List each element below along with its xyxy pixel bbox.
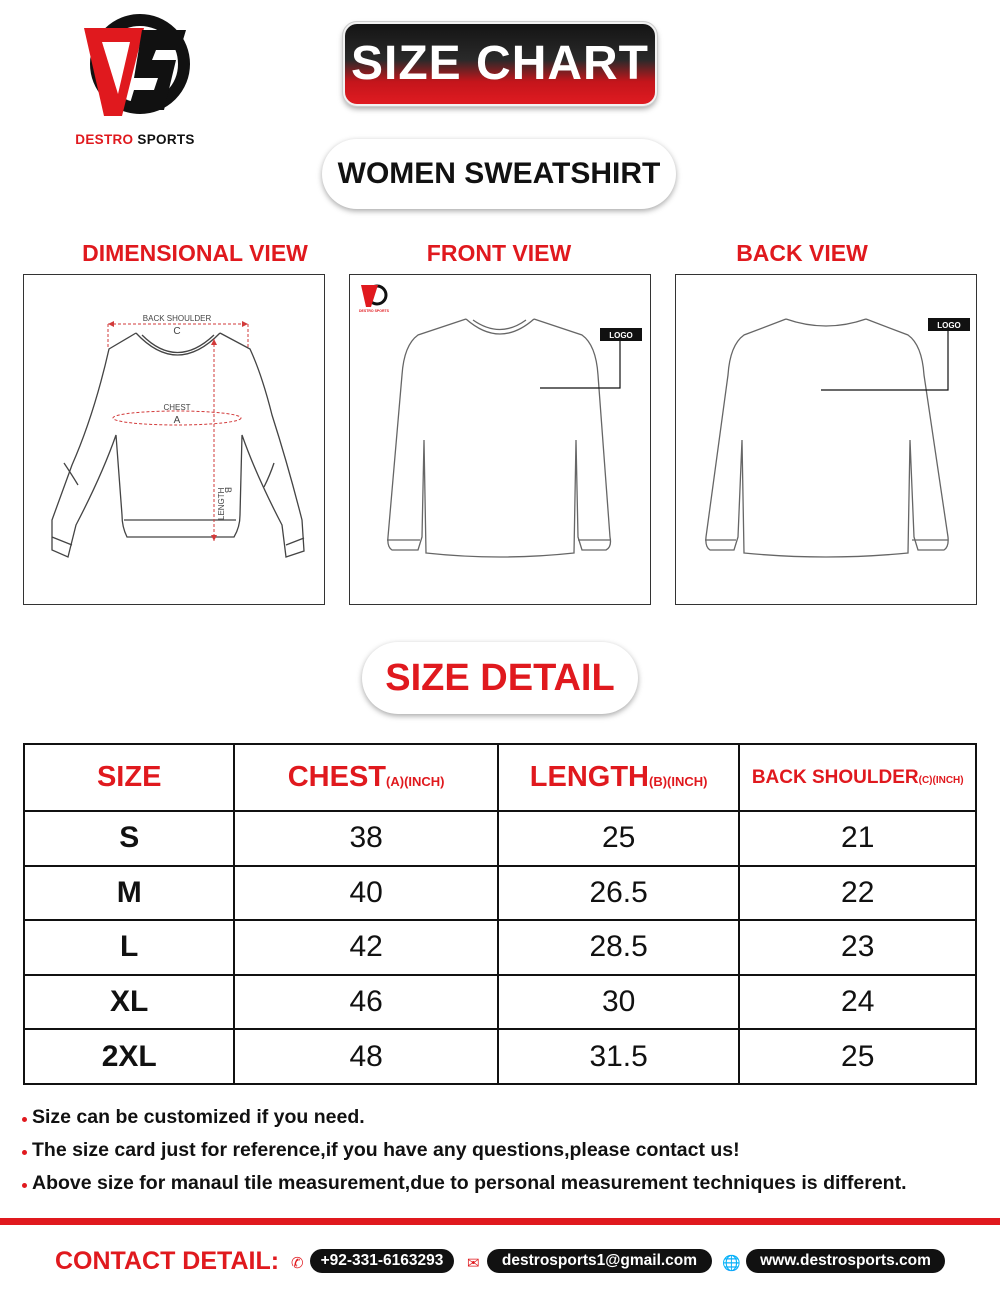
notes-list [22, 1106, 982, 1205]
size-detail-heading: SIZE DETAIL [362, 642, 638, 714]
back-view-panel [675, 274, 977, 605]
page-title: SIZE CHART [351, 37, 649, 90]
label-b: B [223, 487, 233, 494]
header-chest: CHEST(A)(INCH) [234, 744, 497, 811]
title-banner [343, 22, 657, 106]
header-size: SIZE [24, 744, 234, 811]
size-cell: L [24, 920, 234, 975]
chest-cell: 40 [234, 866, 497, 921]
mail-icon: ✉ [467, 1255, 480, 1272]
brand-name: DESTRO SPORTS [75, 132, 195, 147]
note-item: Above size for manaul tile measurement,due to personal measurement techniques is different. [22, 1172, 982, 1205]
front-view-panel [349, 274, 651, 605]
length-cell: 31.5 [498, 1029, 740, 1084]
chest-cell: 46 [234, 975, 497, 1030]
length-cell: 25 [498, 811, 740, 866]
website-link[interactable]: www.destrosports.com [746, 1249, 945, 1273]
note-item: Size can be customized if you need. [22, 1106, 982, 1139]
front-logo-tag: LOGO [609, 331, 633, 340]
size-table [23, 743, 977, 1085]
back-view-label: BACK VIEW [736, 240, 868, 266]
front-sweatshirt-diagram [350, 275, 650, 604]
label-a: A [173, 415, 181, 426]
length-cell: 30 [498, 975, 740, 1030]
label-c: C [173, 326, 181, 337]
length-cell: 26.5 [498, 866, 740, 921]
front-view-label: FRONT VIEW [426, 240, 572, 266]
ds-logo-mark [82, 14, 192, 129]
table-row [24, 811, 976, 866]
header-length: LENGTH(B)(INCH) [498, 744, 740, 811]
chest-cell: 48 [234, 1029, 497, 1084]
back-shoulder-cell: 25 [739, 1029, 976, 1084]
globe-icon: 🌐 [722, 1255, 741, 1272]
table-row [24, 1029, 976, 1084]
note-item: The size card just for reference,if you have any questions,please contact us! [22, 1139, 982, 1172]
dimensional-view-panel [23, 274, 325, 605]
back-shoulder-cell: 24 [739, 975, 976, 1030]
phone-icon: ✆ [291, 1255, 304, 1272]
size-cell: M [24, 866, 234, 921]
chest-label: CHEST [163, 403, 191, 412]
dimensional-sweatshirt-diagram [24, 275, 324, 604]
back-shoulder-cell: 21 [739, 811, 976, 866]
length-cell: 28.5 [498, 920, 740, 975]
back-logo-tag: LOGO [937, 321, 961, 330]
mini-brand-logo [359, 285, 390, 313]
svg-text:DESTRO SPORTS: DESTRO SPORTS [359, 309, 389, 313]
size-cell: S [24, 811, 234, 866]
brand-logo [70, 14, 200, 154]
chest-cell: 42 [234, 920, 497, 975]
back-shoulder-cell: 22 [739, 866, 976, 921]
contact-label: CONTACT DETAIL: [55, 1247, 280, 1275]
header-back-shoulder: BACK SHOULDER(C)(INCH) [739, 744, 976, 811]
phone-link[interactable]: +92-331-6163293 [310, 1249, 454, 1273]
dimensional-view-label: DIMENSIONAL VIEW [82, 240, 308, 266]
back-shoulder-label: BACK SHOULDER [142, 314, 212, 323]
table-row [24, 920, 976, 975]
back-shoulder-cell: 23 [739, 920, 976, 975]
chest-cell: 38 [234, 811, 497, 866]
email-link[interactable]: destrosports1@gmail.com [487, 1249, 712, 1273]
size-cell: 2XL [24, 1029, 234, 1084]
size-cell: XL [24, 975, 234, 1030]
length-label: LENGTH [217, 487, 226, 520]
footer-divider [0, 1218, 1000, 1225]
table-row [24, 866, 976, 921]
table-header-row [24, 744, 976, 811]
product-subtitle: WOMEN SWEATSHIRT [322, 139, 676, 209]
back-sweatshirt-diagram [676, 275, 976, 604]
table-row [24, 975, 976, 1030]
